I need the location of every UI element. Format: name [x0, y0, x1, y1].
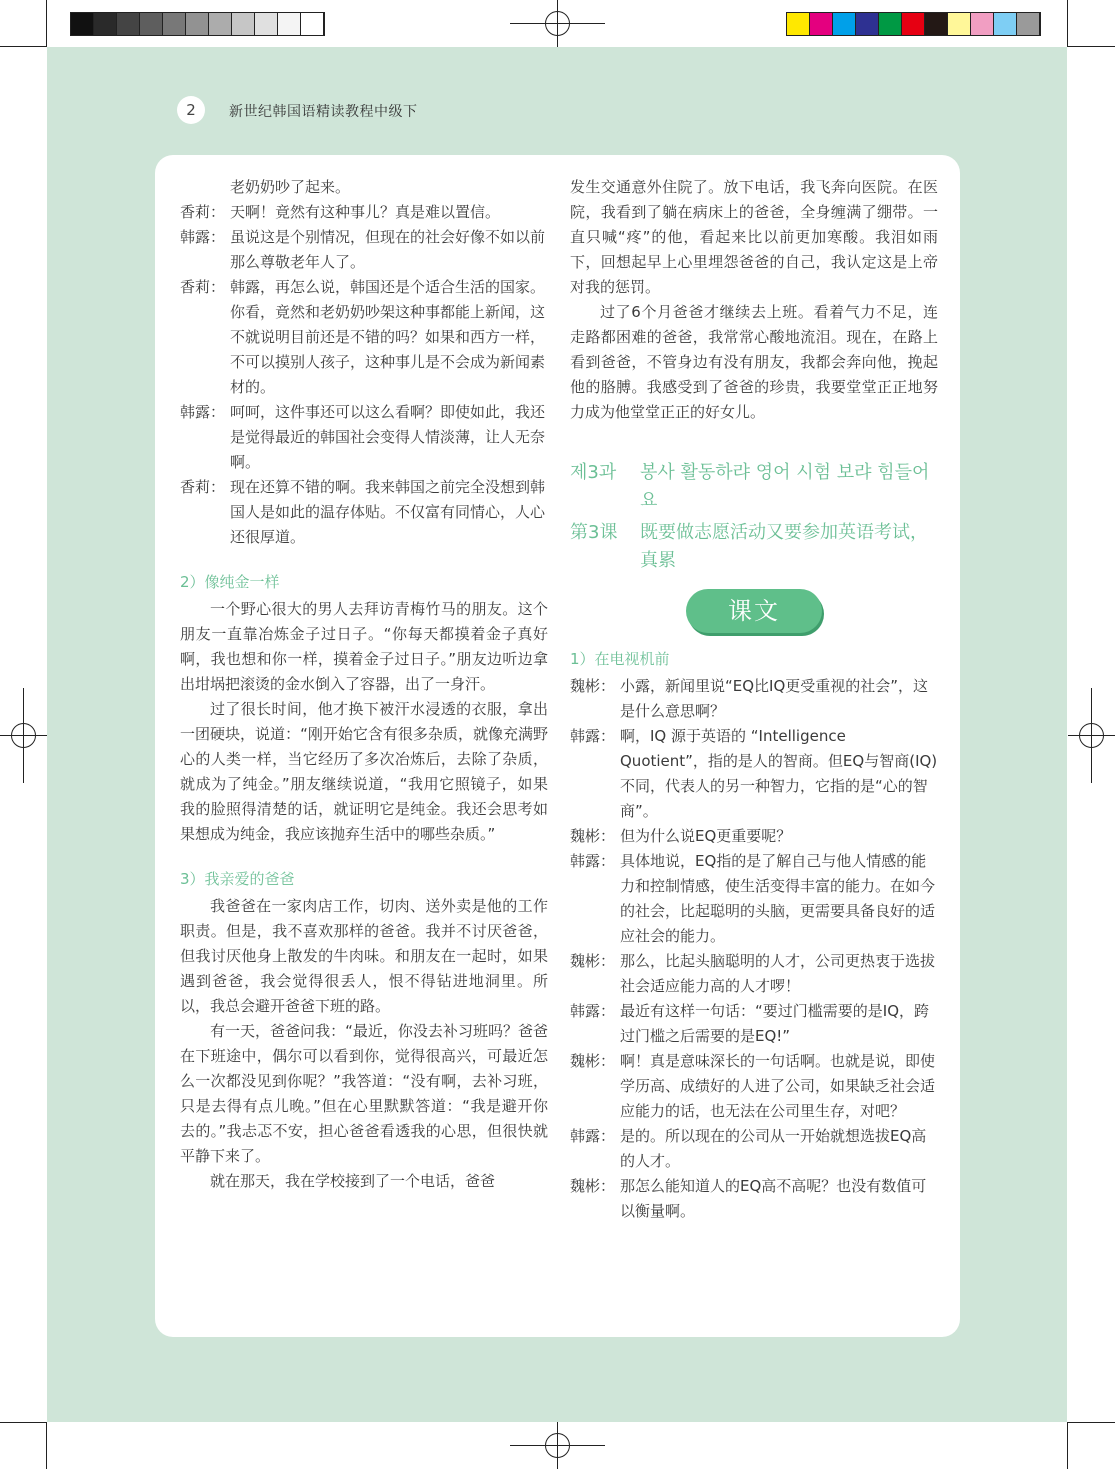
paragraph: 过了很长时间，他才换下被汗水浸透的衣服，拿出一团硬块，说道：“刚开始它含有很多杂质，就像充满野心的人类一样，当它经历了多次冶炼后，去除了杂质，就成为了纯金。”朋友继续说道，“我用它照镜子，如果我的脸照得清楚的话，就证明它是纯金。我还会思考如果想成为纯金，我应该抛弃生活中的哪些杂质。”: [180, 700, 548, 843]
paragraph: 我爸爸在一家肉店工作，切肉、送外卖是他的工作职责。但是，我不喜欢那样的爸爸。我并不讨厌爸爸，但我讨厌他身上散发的牛肉味。和朋友在一起时，如果遇到爸爸，我会觉得很丢人，恨不得钻进地洞里。所以，我总会避开爸爸下班的路。: [180, 897, 548, 1015]
dialogue-line: [570, 849, 938, 949]
speaker: 韩露：: [570, 1002, 616, 1020]
crop-mark: [46, 0, 47, 47]
paragraph: 发生交通意外住院了。放下电话，我飞奔向医院。在医院，我看到了躺在病床上的爸爸，全身缠满了绷带。一直只喊“疼”的他，看起来比以前更加寒酸。我泪如雨下，回想起早上心里埋怨爸爸的自己，我认定这是上帝对我的惩罚。: [570, 178, 938, 296]
lesson-label: 제3과: [570, 462, 617, 483]
speaker: 魏彬：: [570, 1052, 616, 1070]
paragraph: 一个野心很大的男人去拜访青梅竹马的朋友。这个朋友一直靠冶炼金子过日子。“你每天都摸着金子真好啊，我也想和你一样，摸着金子过日子。”朋友边听边拿出坩埚把滚烫的金水倒入了容器，出了一身汗。: [180, 600, 548, 693]
line-text: 最近有这样一句话：“要过门槛需要的是IQ，跨过门槛之后需要的是EQ!”: [620, 1002, 930, 1045]
lesson-label: 第3课: [570, 522, 618, 543]
dialogue-line: [570, 999, 938, 1049]
paragraph: 就在那天，我在学校接到了一个电话，爸爸: [210, 1172, 496, 1190]
book-title: 新世纪韩国语精读教程中级下: [229, 104, 418, 120]
section-heading: 3）我亲爱的爸爸: [180, 870, 295, 888]
lesson-title: 봉사 활동하랴 영어 시험 보랴 힘들어요: [640, 462, 930, 511]
speaker: 香莉：: [180, 203, 226, 221]
speaker: 魏彬：: [570, 677, 616, 695]
text-badge: 课文: [686, 589, 822, 633]
section-heading: 2）像纯金一样: [180, 573, 280, 591]
dialogue-line: [180, 200, 548, 225]
paragraph: 有一天，爸爸问我：“最近，你没去补习班吗？爸爸在下班途中，偶尔可以看到你，觉得很高兴，可最近怎么一次都没见到你呢？”我答道：“没有啊，去补习班，只是去得有点儿晚。”但在心里默默答道：“我是避开你去的。”我忐忑不安，担心爸爸看透我的心思，但很快就平静下来了。: [180, 1022, 548, 1165]
dialogue-line: [180, 275, 548, 400]
line-text: 具体地说，EQ指的是了解自己与他人情感的能力和控制情感，使生活变得丰富的能力。在如今的社会，比起聪明的头脑，更需要具备良好的适应社会的能力。: [620, 852, 936, 945]
speaker: 韩露：: [180, 403, 226, 421]
crop-mark: [0, 1422, 47, 1423]
dialogue-block: [570, 674, 938, 1224]
registration-circle: [545, 1433, 570, 1458]
crop-mark: [1067, 1422, 1068, 1469]
left-column: [180, 175, 548, 1194]
line-text: 那么，比起头脑聪明的人才，公司更热衷于选拔社会适应能力高的人才啰！: [620, 952, 936, 995]
speaker: 魏彬：: [570, 952, 616, 970]
dialogue-line: [570, 1049, 938, 1124]
speaker: 魏彬：: [570, 1177, 616, 1195]
line-text: 现在还算不错的啊。我来韩国之前完全没想到韩国人是如此的温存体贴。不仅富有同情心，人心还很厚道。: [230, 478, 546, 546]
page-number: 2: [177, 96, 205, 124]
registration-circle: [1079, 723, 1104, 748]
crop-mark: [1068, 46, 1115, 47]
dialogue-line: [570, 724, 938, 824]
dialogue-line: [180, 475, 548, 550]
color-calibration-bar: [786, 12, 1041, 36]
dialogue-line: [570, 1174, 938, 1224]
speaker: 香莉：: [180, 478, 226, 496]
line-text: 是的。所以现在的公司从一开始就想选拔EQ高的人才。: [620, 1127, 927, 1170]
lesson-title-chinese: [570, 519, 938, 575]
line-text: 那怎么能知道人的EQ高不高呢？也没有数值可以衡量啊。: [620, 1177, 927, 1220]
crop-mark: [1068, 1422, 1115, 1423]
line-text: 韩露，再怎么说，韩国还是个适合生活的国家。你看，竟然和老奶奶吵架这种事都能上新闻，这不就说明目前还是不错的吗？如果和西方一样，不可以摸别人孩子，这种事儿是不会成为新闻素材的。: [230, 278, 546, 396]
dialogue-block: [180, 200, 548, 550]
line-text: 小露，新闻里说“EQ比IQ更受重视的社会”，这是什么意思啊？: [620, 677, 929, 720]
line-text: 啊，IQ 源于英语的 “Intelligence Quotient”，指的是人的智商。但EQ与智商(IQ)不同，代表人的另一种智力，它指的是“心的智商”。: [620, 727, 938, 820]
text-badge-wrap: [570, 589, 938, 633]
crop-mark: [46, 1422, 47, 1469]
section-heading: 1）在电视机前: [570, 650, 670, 668]
registration-circle: [545, 11, 570, 36]
dialogue-line: [180, 225, 548, 275]
speaker: 魏彬：: [570, 827, 616, 845]
speaker: 韩露：: [570, 727, 616, 745]
crop-mark: [0, 46, 47, 47]
speaker: 香莉：: [180, 278, 226, 296]
gray-calibration-bar: [70, 12, 325, 36]
line-text: 啊！真是意味深长的一句话啊。也就是说，即使学历高、成绩好的人进了公司，如果缺乏社会适应能力的话，也无法在公司里生存，对吧？: [620, 1052, 936, 1120]
line-text: 虽说这是个别情况，但现在的社会好像不如以前那么尊敬老年人了。: [230, 228, 546, 271]
crop-mark: [1067, 0, 1068, 47]
dialogue-line: [570, 1124, 938, 1174]
lesson-title: 既要做志愿活动又要参加英语考试，真累: [640, 522, 928, 571]
line-text: 天啊！竟然有这种事儿？真是难以置信。: [230, 203, 501, 221]
right-column: [570, 175, 938, 1224]
dialogue-line: [570, 949, 938, 999]
continued-line: 老奶奶吵了起来。: [230, 178, 351, 196]
line-text: 但为什么说EQ更重要呢？: [620, 827, 792, 845]
dialogue-line: [180, 400, 548, 475]
speaker: 韩露：: [570, 1127, 616, 1145]
speaker: 韩露：: [570, 852, 616, 870]
dialogue-line: [570, 824, 938, 849]
paragraph: 过了6个月爸爸才继续去上班。看着气力不足，连走路都困难的爸爸，我常常心酸地流泪。现在，在路上看到爸爸，不管身边有没有朋友，我都会奔向他，挽起他的胳膊。我感受到了爸爸的珍贵，我要堂堂正正地努力成为他堂堂正正的好女儿。: [570, 303, 938, 421]
lesson-title-korean: [570, 459, 938, 515]
line-text: 呵呵，这件事还可以这么看啊？即使如此，我还是觉得最近的韩国社会变得人情淡薄，让人无奈啊。: [230, 403, 546, 471]
dialogue-line: [570, 674, 938, 724]
speaker: 韩露：: [180, 228, 226, 246]
registration-circle: [11, 723, 36, 748]
